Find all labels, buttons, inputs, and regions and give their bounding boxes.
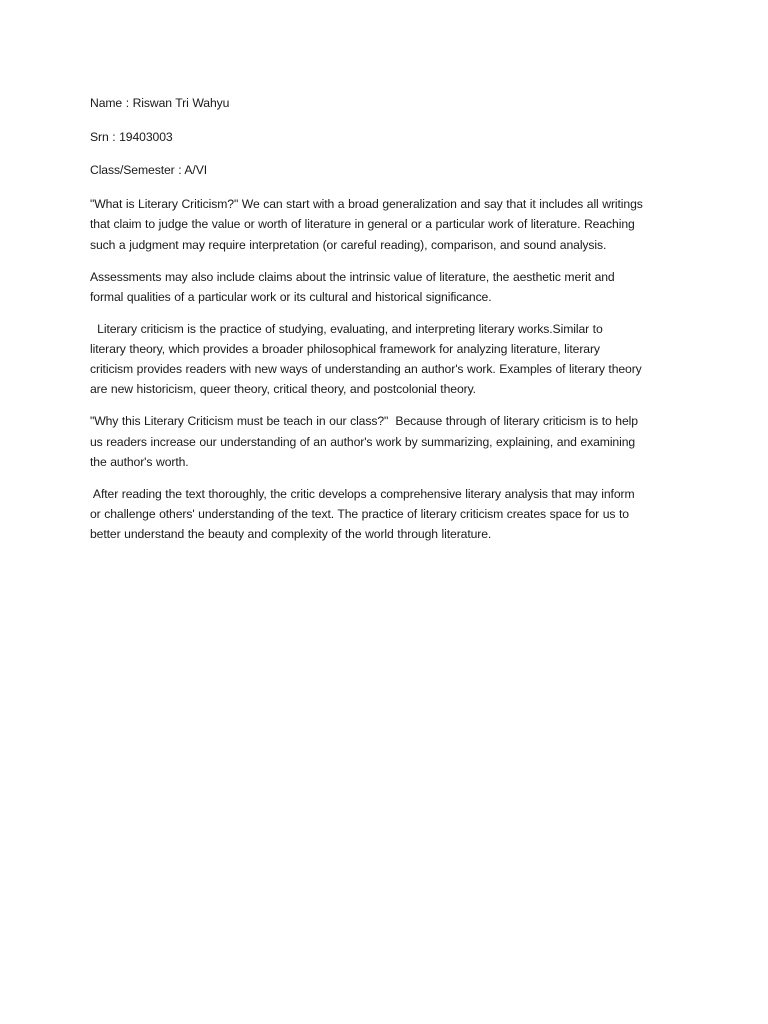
paragraph-line: such a judgment may require interpretation (or careful reading), comparison, and sound analysis. (90, 237, 607, 252)
paragraph-line: criticism provides readers with new ways of understanding an author's work. Examples of literary theory (90, 362, 642, 377)
paragraph-line: that claim to judge the value or worth of literature in general or a particular work of literature. Reaching (90, 217, 635, 232)
paragraph-line: us readers increase our understanding of an author's work by summarizing, explaining, and examining (90, 434, 636, 449)
paragraph-why-teach (90, 411, 680, 472)
paragraph-line: "What is Literary Criticism?" We can start with a broad generalization and say that it includes all writings (90, 197, 643, 212)
paragraph-assessments (90, 267, 680, 307)
paragraph-line: formal qualities of a particular work or its cultural and historical significance. (90, 289, 492, 304)
class-semester: Class/Semester : A/VI (90, 163, 208, 178)
paragraph-line: are new historicism, queer theory, critical theory, and postcolonial theory. (90, 382, 476, 397)
paragraph-line: Literary criticism is the practice of studying, evaluating, and interpreting literary works.Similar to (90, 321, 603, 336)
paragraph-line: literary theory, which provides a broader philosophical framework for analyzing literature, literary (90, 341, 600, 356)
student-name: Name : Riswan Tri Wahyu (90, 96, 230, 110)
paragraph-line: "Why this Literary Criticism must be teach in our class?" Because through of literary criticism is to help (90, 414, 638, 429)
paragraph-definition (90, 319, 680, 400)
student-srn: Srn : 19403003 (90, 129, 173, 144)
paragraph-line: better understand the beauty and complexity of the world through literature. (90, 527, 492, 542)
paragraph-what-is-criticism (90, 194, 680, 255)
paragraph-line: or challenge others' understanding of the text. The practice of literary criticism creates space for us to (90, 506, 629, 521)
paragraph-line: After reading the text thoroughly, the critic develops a comprehensive literary analysis that may inform (90, 486, 635, 501)
paragraph-line: Assessments may also include claims about the intrinsic value of literature, the aesthetic merit and (90, 269, 615, 284)
paragraph-line: the author's worth. (90, 454, 189, 469)
document-body (90, 93, 680, 556)
paragraph-conclusion (90, 484, 680, 545)
